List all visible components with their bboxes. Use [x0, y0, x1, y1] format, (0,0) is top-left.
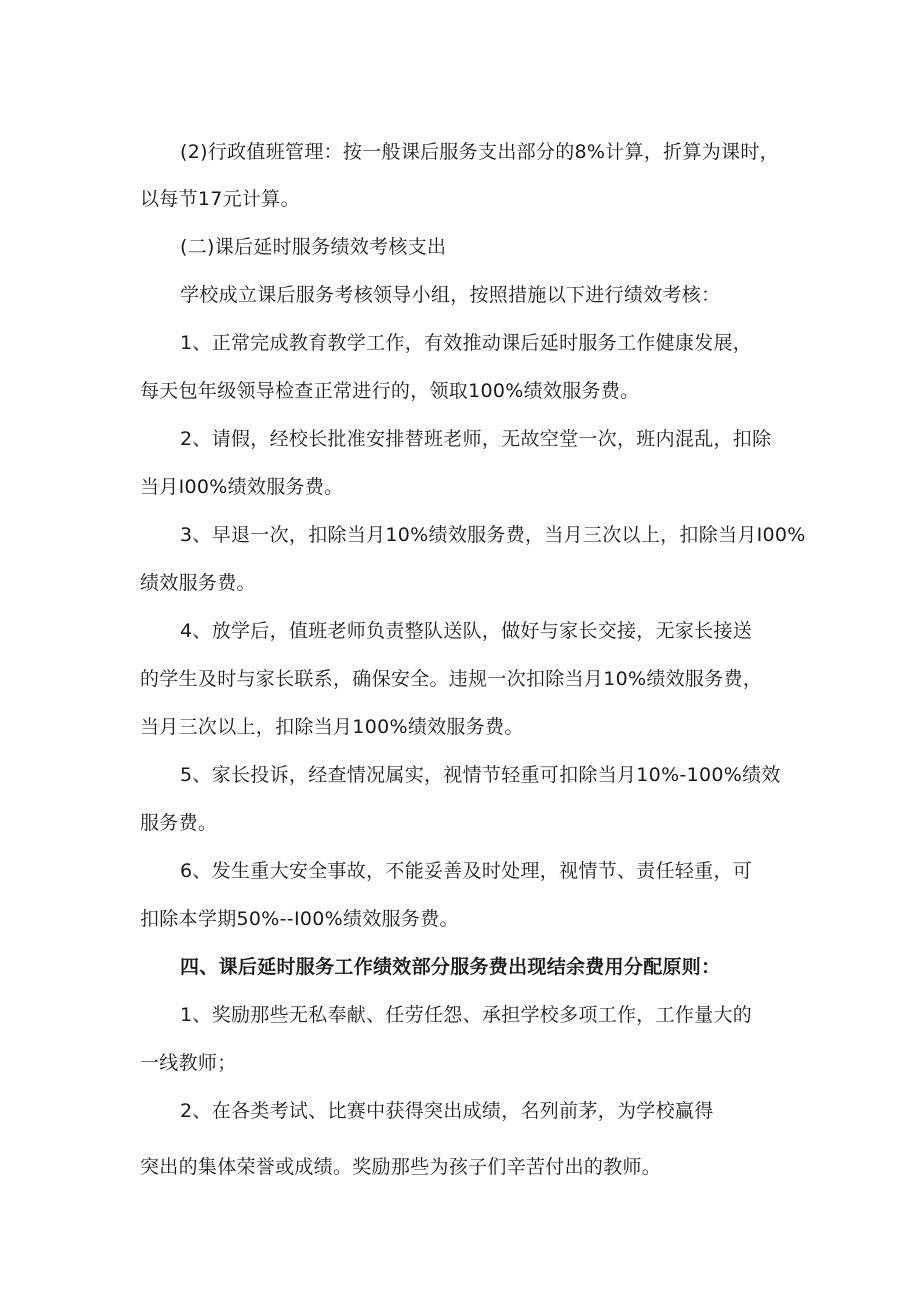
text-line: 5、家长投诉，经查情况属实，视情节轻重可扣除当月10%-100%绩效 — [180, 764, 781, 786]
text-line: 2、请假，经校长批准安排替班老师，无故空堂一次，班内混乱，扣除 — [180, 428, 772, 450]
text-line: 扣除本学期50%--I00%绩效服务费。 — [140, 908, 459, 930]
text-line: 以每节17元计算。 — [140, 188, 300, 210]
text-line: 3、早退一次，扣除当月10%绩效服务费，当月三次以上，扣除当月I00% — [180, 524, 806, 546]
text-line: 当月三次以上，扣除当月100%绩效服务费。 — [140, 716, 524, 738]
text-line: 绩效服务费。 — [140, 572, 256, 594]
text-line: 服务费。 — [140, 812, 218, 834]
text-line: 1、正常完成教育教学工作，有效推动课后延时服务工作健康发展， — [180, 332, 753, 354]
text-line: 每天包年级领导检查正常进行的，领取100%绩效服务费。 — [140, 380, 640, 402]
text-line: 4、放学后，值班老师负责整队送队，做好与家长交接，无家长接送 — [180, 620, 753, 642]
text-line: 的学生及时与家长联系，确保安全。违规一次扣除当月10%绩效服务费， — [140, 668, 763, 690]
section-heading: (二)课后延时服务绩效考核支出 — [180, 236, 447, 258]
text-line: 当月I00%绩效服务费。 — [140, 476, 344, 498]
text-line: 突出的集体荣誉或成绩。奖励那些为孩子们辛苦付出的教师。 — [140, 1156, 662, 1178]
text-line: 2、在各类考试、比赛中获得突出成绩，名列前茅，为学校赢得 — [180, 1100, 714, 1122]
text-line: 学校成立课后服务考核领导小组，按照措施以下进行绩效考核： — [180, 284, 721, 306]
text-line: (2)行政值班管理：按一般课后服务支出部分的8%计算，折算为课时， — [180, 141, 779, 163]
text-line: 6、发生重大安全事故，不能妥善及时处理，视情节、责任轻重，可 — [180, 860, 753, 882]
section-heading: 四、课后延时服务工作绩效部分服务费出现结余费用分配原则： — [180, 956, 721, 978]
text-line: 一线教师； — [140, 1052, 237, 1074]
text-line: 1、奖励那些无私奉献、任劳任怨、承担学校多项工作，工作量大的 — [180, 1004, 753, 1026]
